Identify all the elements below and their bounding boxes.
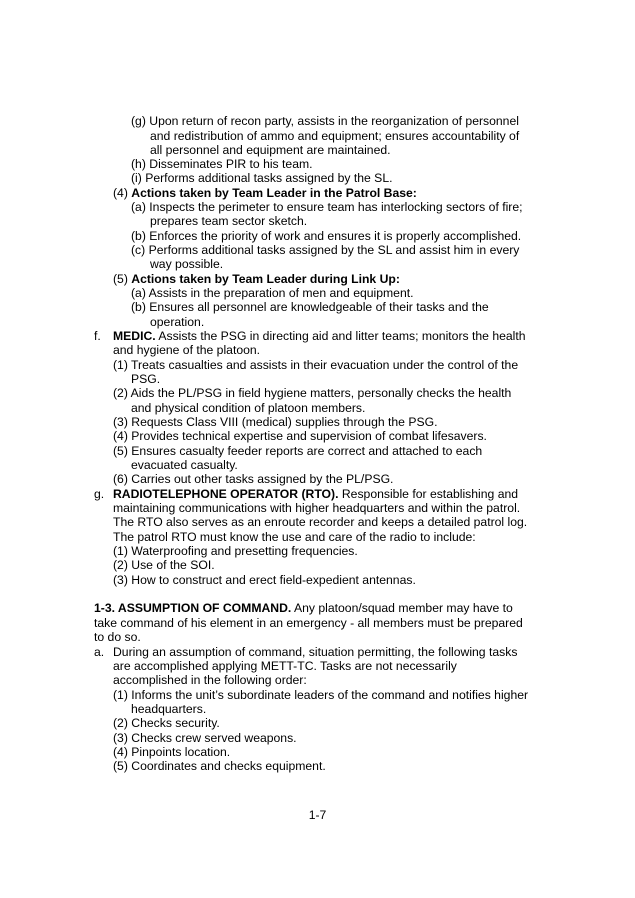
- medic-paragraph-line1: [113, 329, 526, 344]
- assumption-intro: Any platoon/squad member may have to: [291, 601, 513, 615]
- rto-paragraph-line2: maintaining communications with higher headquarters and within the patrol.: [113, 501, 521, 515]
- medic-title: MEDIC.: [113, 329, 156, 343]
- assumption-paragraph-line3: to do so.: [94, 630, 141, 644]
- section-heading-link-up: [113, 272, 400, 287]
- list-item-5b-line2: operation.: [150, 315, 205, 329]
- section-heading-patrol-base: [113, 186, 417, 201]
- rto-item-1: (1) Waterproofing and presetting frequencies.: [113, 544, 358, 558]
- list-item-5b-line1: (b) Ensures all personnel are knowledgeable of their tasks and the: [131, 300, 489, 314]
- assumption-item-5: (5) Coordinates and checks equipment.: [113, 759, 326, 773]
- medic-item-2-line1: (2) Aids the PL/PSG in field hygiene matters, personally checks the health: [113, 386, 512, 400]
- medic-item-6: (6) Carries out other tasks assigned by the PL/PSG.: [113, 472, 394, 486]
- medic-item-3: (3) Requests Class VIII (medical) supplies through the PSG.: [113, 415, 438, 429]
- assumption-item-1-line1: (1) Informs the unit’s subordinate leaders of the command and notifies higher: [113, 688, 529, 702]
- rto-title: RADIOTELEPHONE OPERATOR (RTO).: [113, 487, 339, 501]
- assumption-item-2: (2) Checks security.: [113, 716, 220, 730]
- list-item-4c-line2: way possible.: [150, 257, 224, 271]
- list-item-4c-line1: (c) Performs additional tasks assigned by the SL and assist him in every: [131, 243, 520, 257]
- assumption-item-4: (4) Pinpoints location.: [113, 745, 231, 759]
- list-item-i: (i) Performs additional tasks assigned by the SL.: [131, 171, 393, 185]
- rto-item-2: (2) Use of the SOI.: [113, 558, 215, 572]
- rto-paragraph-line1: [113, 487, 518, 502]
- list-item-g-line1: (g) Upon return of recon party, assists in the reorganization of personnel: [131, 114, 519, 128]
- section-number: (4): [113, 186, 132, 200]
- section-heading-text: Actions taken by Team Leader during Link Up:: [131, 272, 400, 286]
- medic-intro: Assists the PSG in directing aid and litter teams; monitors the health: [155, 329, 526, 343]
- medic-item-2-line2: and physical condition of platoon members.: [131, 401, 366, 415]
- rto-intro: Responsible for establishing and: [338, 487, 519, 501]
- section-number: (5): [113, 272, 132, 286]
- assumption-title: 1-3. ASSUMPTION OF COMMAND.: [94, 601, 292, 615]
- assumption-a-line3: accomplished in the following order:: [113, 673, 307, 687]
- medic-item-4: (4) Provides technical expertise and supervision of combat lifesavers.: [113, 429, 487, 443]
- assumption-paragraph-line1: [94, 601, 513, 616]
- list-letter-f: f.: [94, 329, 101, 343]
- list-letter-a: a.: [94, 645, 105, 659]
- assumption-item-1-line2: headquarters.: [131, 702, 207, 716]
- assumption-a-line1: During an assumption of command, situation permitting, the following tasks: [113, 645, 518, 659]
- list-item-h: (h) Disseminates PIR to his team.: [131, 157, 313, 171]
- list-item-5a: (a) Assists in the preparation of men and equipment.: [131, 286, 414, 300]
- assumption-a-line2: are accomplished applying METT-TC. Tasks are not necessarily: [113, 659, 457, 673]
- assumption-item-3: (3) Checks crew served weapons.: [113, 731, 297, 745]
- list-item-4a-line2: prepares team sector sketch.: [150, 214, 308, 228]
- list-item-g-line2: and redistribution of ammo and equipment; ensures accountability of: [150, 129, 520, 143]
- medic-item-5-line1: (5) Ensures casualty feeder reports are correct and attached to each: [113, 444, 483, 458]
- assumption-paragraph-line2: take command of his element in an emergency - all members must be prepared: [94, 616, 523, 630]
- page-number: 1-7: [308, 808, 327, 822]
- rto-item-3: (3) How to construct and erect field-expedient antennas.: [113, 573, 416, 587]
- medic-item-1-line2: PSG.: [131, 372, 161, 386]
- medic-paragraph-line2: and hygiene of the platoon.: [113, 343, 261, 357]
- rto-paragraph-line3: The RTO also serves as an enroute recorder and keeps a detailed patrol log.: [113, 515, 528, 529]
- list-letter-g: g.: [94, 487, 105, 501]
- medic-item-1-line1: (1) Treats casualties and assists in their evacuation under the control of the: [113, 358, 519, 372]
- medic-item-5-line2: evacuated casualty.: [131, 458, 238, 472]
- list-item-g-line3: all personnel and equipment are maintained.: [150, 143, 391, 157]
- rto-paragraph-line4: The patrol RTO must know the use and care of the radio to include:: [113, 530, 476, 544]
- list-item-4a-line1: (a) Inspects the perimeter to ensure team has interlocking sectors of fire;: [131, 200, 523, 214]
- section-heading-text: Actions taken by Team Leader in the Patrol Base:: [131, 186, 417, 200]
- list-item-4b: (b) Enforces the priority of work and ensures it is properly accomplished.: [131, 229, 522, 243]
